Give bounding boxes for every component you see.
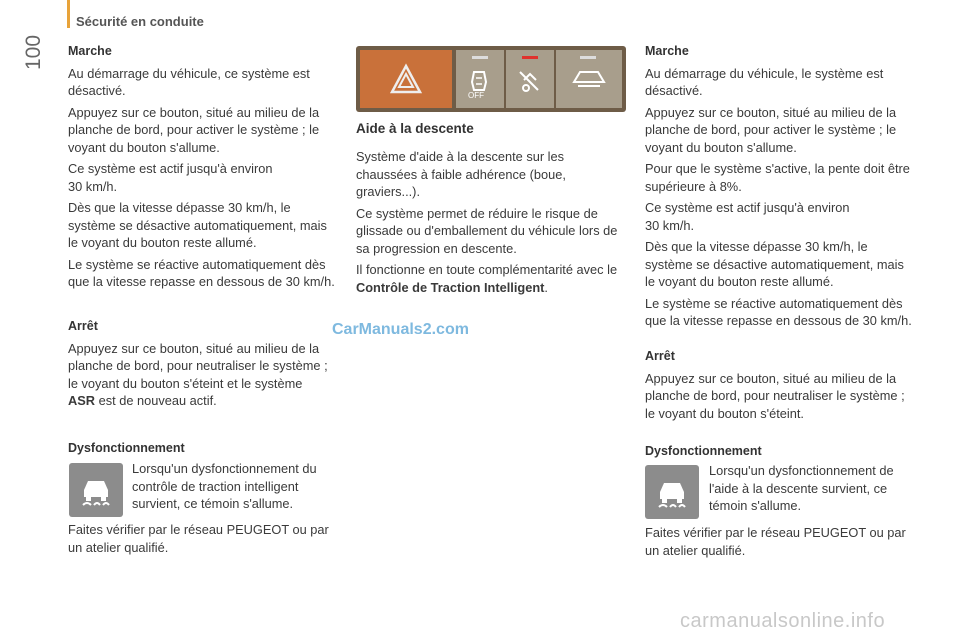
middle-p3-bold: Contrôle de Traction Intelligent <box>356 279 545 295</box>
left-marche-p3b: 30 km/h. <box>68 178 118 194</box>
left-dysf-p2-block <box>68 521 338 560</box>
hill-descent-warning-icon <box>645 465 699 519</box>
left-dysf-title: Dysfonctionnement <box>68 441 185 455</box>
right-marche-p5: Dès que la vitesse dépasse 30 km/h, le système se désactive automatiquement, mais le voyant du bouton reste allumé. <box>645 239 904 289</box>
right-dysf-p2: Faites vérifier par le réseau PEUGEOT ou par un atelier qualifié. <box>645 525 906 558</box>
right-dysf-text <box>709 462 914 519</box>
hazard-triangle-icon <box>360 50 452 108</box>
left-arret-p1 <box>68 340 330 410</box>
right-arret-p1: Appuyez sur ce bouton, situé au milieu de la planche de bord, pour neutraliser le système ; le voyant du bouton s'éteint. <box>645 370 905 421</box>
dashboard-button-panel <box>356 46 626 112</box>
right-marche-p1: Au démarrage du véhicule, le système est désactivé. <box>645 65 884 98</box>
left-arret-title: Arrêt <box>68 319 98 333</box>
left-marche-p3a: Ce système est actif jusqu'à environ <box>68 161 273 176</box>
right-marche-p4a: Ce système est actif jusqu'à environ <box>645 200 850 215</box>
left-arret-asr: ASR <box>68 393 96 408</box>
hazard-button <box>360 50 452 108</box>
right-dysf-p2-block <box>645 524 915 563</box>
left-arret-p1-end: est de nouveau actif. <box>98 393 217 408</box>
left-marche-p4: Dès que la vitesse dépasse 30 km/h, le système se désactive automatiquement, mais le voyant du bouton reste allumé. <box>68 200 327 250</box>
extra-led <box>580 56 596 59</box>
left-column <box>68 43 340 295</box>
left-marche-p5: Le système se réactive automatiquement dès que la vitesse repasse en dessous de 30 km/h. <box>68 256 335 289</box>
left-dysf-p2: Faites vérifier par le réseau PEUGEOT ou par un atelier qualifié. <box>68 522 329 555</box>
middle-p2: Ce système permet de réduire le risque de glissade ou d'emballement du véhicule lors de sa progression en descente. <box>356 205 618 256</box>
middle-p1: Système d'aide à la descente sur les chaussées à faible adhérence (boue, graviers...). <box>356 149 566 199</box>
traction-led <box>472 56 488 59</box>
right-dysf-p1: Lorsqu'un dysfonctionnement de l'aide à la descente survient, ce témoin s'allume. <box>709 463 894 513</box>
traction-warning-icon <box>69 463 123 517</box>
watermark-top: CarManuals2.com <box>332 321 469 338</box>
right-dysf-title: Dysfonctionnement <box>645 444 762 458</box>
right-marche-p4b: 30 km/h. <box>645 217 695 233</box>
right-marche-p2: Appuyez sur ce bouton, situé au milieu de la planche de bord, pour activer le système ; le voyant du bouton s'allume. <box>645 104 897 155</box>
hill-descent-heading: Aide à la descente <box>356 121 474 136</box>
right-arret-title: Arrêt <box>645 349 675 363</box>
left-dysf-title-block <box>68 440 338 462</box>
left-marche-p1: Au démarrage du véhicule, ce système est désactivé. <box>68 65 310 98</box>
left-dysf-text <box>132 460 337 517</box>
right-marche-title: Marche <box>645 44 689 58</box>
middle-p3-text: Il fonctionne en toute complémentarité avec le <box>356 262 618 277</box>
section-accent-bar <box>67 0 70 28</box>
right-arret-block <box>645 348 907 426</box>
middle-p3-end: . <box>544 279 548 295</box>
left-dysf-p1: Lorsqu'un dysfonctionnement du contrôle de traction intelligent survient, ce témoin s'allume. <box>132 461 317 511</box>
left-arret-block <box>68 318 330 414</box>
hill-descent-button <box>506 50 554 108</box>
section-title: Sécurité en conduite <box>76 14 204 29</box>
right-marche-p3: Pour que le système s'active, la pente doit être supérieure à 8%. <box>645 161 910 194</box>
left-marche-p3 <box>68 160 340 195</box>
right-marche-p4 <box>645 199 917 234</box>
left-arret-p1-text: Appuyez sur ce bouton, situé au milieu de la planche de bord, pour neutraliser le système ; le voyant du bouton s'éteint et le système <box>68 340 328 391</box>
off-label: OFF <box>468 91 484 100</box>
traction-off-button <box>456 50 504 108</box>
page-number: 100 <box>22 34 45 70</box>
right-column <box>645 43 917 334</box>
watermark-bottom: carmanualsonline.info <box>680 610 886 632</box>
right-marche-p6: Le système se réactive automatiquement dès que la vitesse repasse en dessous de 30 km/h. <box>645 295 912 328</box>
left-marche-title: Marche <box>68 44 112 58</box>
extra-button <box>556 50 622 108</box>
left-marche-p2: Appuyez sur ce bouton, situé au milieu de la planche de bord, pour activer le système ; le voyant du bouton s'allume. <box>68 104 320 155</box>
middle-column <box>356 148 622 300</box>
hill-descent-led <box>522 56 538 59</box>
middle-p3 <box>356 261 622 296</box>
